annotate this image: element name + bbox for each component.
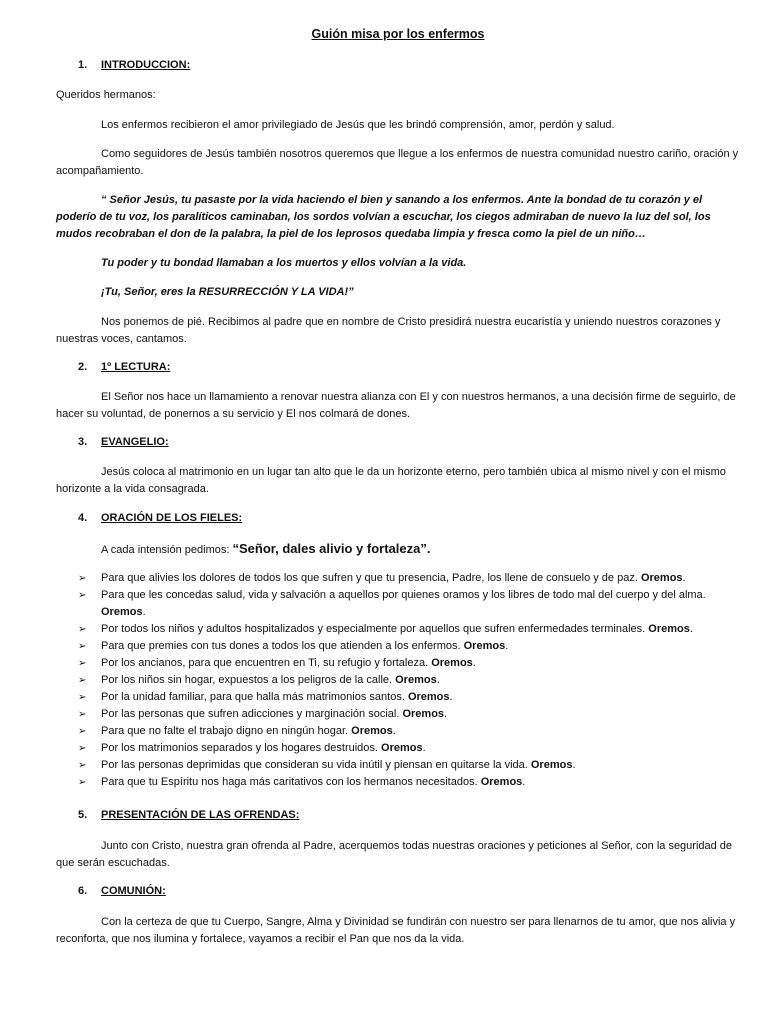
petition-item: ➢ Para que alivies los dolores de todos los que sufren y que tu presencia, Padre, los llene de consuelo y de paz. Oremos. (78, 570, 746, 587)
arrow-bullet-icon: ➢ (78, 777, 87, 788)
section-number: 5. (78, 809, 88, 821)
petition-text: Para que premies con tus dones a todos los que atienden a los enfermos. (101, 640, 461, 652)
lectura-paragraph: El Señor nos hace un llamamiento a renovar nuestra alianza con El y con nuestros hermanos, a una decisión firme de seguirlo, de hacer su voluntad, de ponernos a su servicio y El nos colmará de dones. (56, 391, 736, 420)
intro-prayer: “ Señor Jesús, tu pasaste por la vida haciendo el bien y sanando a los enfermos. Ante la bondad de tu corazón y el poderío de tu voz, los paralíticos caminaban, los sordos volvían a escuchar, los ciegos admiraban de nuevo la luz del sol, los mudos recobraban el don de la palabra, la piel de los leprosos quedaba limpia y fresca como la piel de un niño… (56, 194, 711, 240)
arrow-bullet-icon: ➢ (78, 573, 87, 584)
section-number: 6. (78, 885, 88, 897)
oremos-label: Oremos (648, 623, 690, 635)
petition-text: Por los ancianos, para que encuentren en Ti, su refugio y fortaleza. (101, 657, 429, 669)
petition-text: Por la unidad familiar, para que halla más matrimonios santos. (101, 691, 405, 703)
petition-item: ➢ Para que les concedas salud, vida y salvación a aquellos por quienes oramos y los libres de todo mal del cuerpo y del alma. Oremos. (78, 589, 706, 618)
arrow-bullet-icon: ➢ (78, 709, 87, 720)
section-title: 1º LECTURA: (101, 361, 171, 373)
intro-paragraph-1: Los enfermos recibieron el amor privilegiado de Jesús que les brindó comprensión, amor, perdón y salud. (101, 119, 615, 131)
petition-list (78, 570, 746, 791)
petition-text: Por las personas deprimidas que consideran su vida inútil y piensan en quitarse la vida. (101, 759, 528, 771)
petition-item: ➢ Para que premies con tus dones a todos los que atienden a los enfermos. Oremos. (78, 638, 746, 655)
petition-item: ➢ Por las personas deprimidas que consideran su vida inútil y piensan en quitarse la vida. Oremos. (78, 757, 746, 774)
oracion-response: “Señor, dales alivio y fortaleza”. (232, 541, 431, 556)
section-number: 2. (78, 361, 88, 373)
arrow-bullet-icon: ➢ (78, 624, 87, 635)
oremos-label: Oremos (463, 640, 506, 652)
petition-text: Por los niños sin hogar, expuestos a los peligros de la calle. (101, 674, 393, 686)
arrow-bullet-icon: ➢ (78, 590, 87, 601)
petition-text: Por los matrimonios separados y los hogares destruidos. (101, 742, 378, 754)
arrow-bullet-icon: ➢ (78, 658, 87, 669)
section-heading-evangelio (78, 436, 169, 448)
arrow-bullet-icon: ➢ (78, 641, 87, 652)
section-number: 3. (78, 436, 88, 448)
petition-item: ➢ Por los niños sin hogar, expuestos a los peligros de la calle. Oremos. (78, 672, 746, 689)
petition-text: Para que tu Espíritu nos haga más caritativos con los hermanos necesitados. (101, 776, 478, 788)
petition-text: Para que no falte el trabajo digno en ningún hogar. (101, 725, 349, 737)
oremos-label: Oremos (395, 674, 437, 686)
petition-item: ➢ Por los ancianos, para que encuentren en Ti, su refugio y fortaleza. Oremos. (78, 655, 746, 672)
comunion-paragraph: Con la certeza de que tu Cuerpo, Sangre, Alma y Divinidad se fundirán con nuestro ser para llenarnos de tu amor, que nos alivia y reconforta, que nos ilumina y fortalece, vayamos a recibir el Pan que nos da la vida. (56, 916, 736, 945)
section-title: ORACIÓN DE LOS FIELES: (101, 512, 243, 524)
intro-prayer-2: Tu poder y tu bondad llamaban a los muertos y ellos volvían a la vida. (101, 257, 467, 269)
petition-item: ➢ Para que tu Espíritu nos haga más caritativos con los hermanos necesitados. Oremos. (78, 774, 746, 791)
section-title: INTRODUCCION (101, 59, 187, 71)
intro-paragraph-2: Como seguidores de Jesús también nosotros queremos que llegue a los enfermos de nuestra comunidad nuestro cariño, oración y acompañamiento. (56, 148, 739, 177)
oremos-label: Oremos (101, 606, 143, 618)
ofrendas-paragraph: Junto con Cristo, nuestra gran ofrenda al Padre, acerquemos todas nuestras oraciones y peticiones al Señor, con la seguridad de que serán escuchadas. (56, 840, 733, 869)
section-number: 1. (78, 59, 88, 71)
petition-text: Para que alivies los dolores de todos los que sufren y que tu presencia, Padre, los llene de consuelo y de paz. (101, 572, 638, 584)
arrow-bullet-icon: ➢ (78, 675, 87, 686)
section-title: PRESENTACIÓN DE LAS OFRENDAS: (101, 809, 300, 821)
section-heading-introduccion: 1. INTRODUCCION: (78, 59, 191, 71)
arrow-bullet-icon: ➢ (78, 726, 87, 737)
intro-greeting: Queridos hermanos: (56, 89, 156, 101)
arrow-bullet-icon: ➢ (78, 760, 87, 771)
petition-item: ➢ Por la unidad familiar, para que halla más matrimonios santos. Oremos. (78, 689, 746, 706)
oremos-label: Oremos (640, 572, 683, 584)
section-heading-lectura (78, 361, 170, 373)
petition-item: ➢ Por todos los niños y adultos hospitalizados y especialmente por aquellos que sufren enfermedades terminales. Oremos. (78, 621, 746, 638)
section-number: 4. (78, 512, 88, 524)
section-heading-oracion (78, 512, 242, 524)
oremos-label: Oremos (351, 725, 393, 737)
oremos-label: Oremos (402, 708, 445, 720)
oremos-label: Oremos (407, 691, 450, 703)
page-title: Guión misa por los enfermos (311, 27, 485, 41)
intro-paragraph-3: Nos ponemos de pié. Recibimos al padre que en nombre de Cristo presidirá nuestra eucaristía y uniendo nuestros corazones y nuestras voces, cantamos. (56, 316, 721, 345)
section-title: EVANGELIO: (101, 436, 169, 448)
petition-text: Para que les concedas salud, vida y salvación a aquellos por quienes oramos y los libres de todo mal del cuerpo y del alma. (101, 589, 706, 601)
section-heading-comunion (78, 885, 166, 897)
petition-text: Por todos los niños y adultos hospitalizados y especialmente por aquellos que sufren enfermedades terminales. (101, 623, 646, 635)
oracion-intro (101, 540, 740, 559)
petition-text: Por las personas que sufren adicciones y marginación social. (101, 708, 400, 720)
intro-prayer-3: ¡Tu, Señor, eres la RESURRECCIÓN Y LA VIDA!” (101, 286, 354, 298)
arrow-bullet-icon: ➢ (78, 692, 87, 703)
section-title: COMUNIÓN: (101, 885, 166, 897)
section-heading-ofrendas (78, 809, 299, 821)
arrow-bullet-icon: ➢ (78, 743, 87, 754)
petition-item: ➢ Por los matrimonios separados y los hogares destruidos. Oremos. (78, 740, 746, 757)
oremos-label: Oremos (381, 742, 423, 754)
oracion-intro-text: A cada intensión pedimos: (101, 544, 233, 556)
oremos-label: Oremos (530, 759, 573, 771)
petition-item: ➢ Por las personas que sufren adicciones y marginación social. Oremos. (78, 706, 746, 723)
oremos-label: Oremos (431, 657, 473, 669)
petition-item: ➢ Para que no falte el trabajo digno en ningún hogar. Oremos. (78, 723, 746, 740)
evangelio-paragraph: Jesús coloca al matrimonio en un lugar tan alto que le da un horizonte eterno, pero también ubica al mismo nivel y con el mismo horizonte a la vida consagrada. (56, 466, 726, 495)
oremos-label: Oremos (480, 776, 523, 788)
